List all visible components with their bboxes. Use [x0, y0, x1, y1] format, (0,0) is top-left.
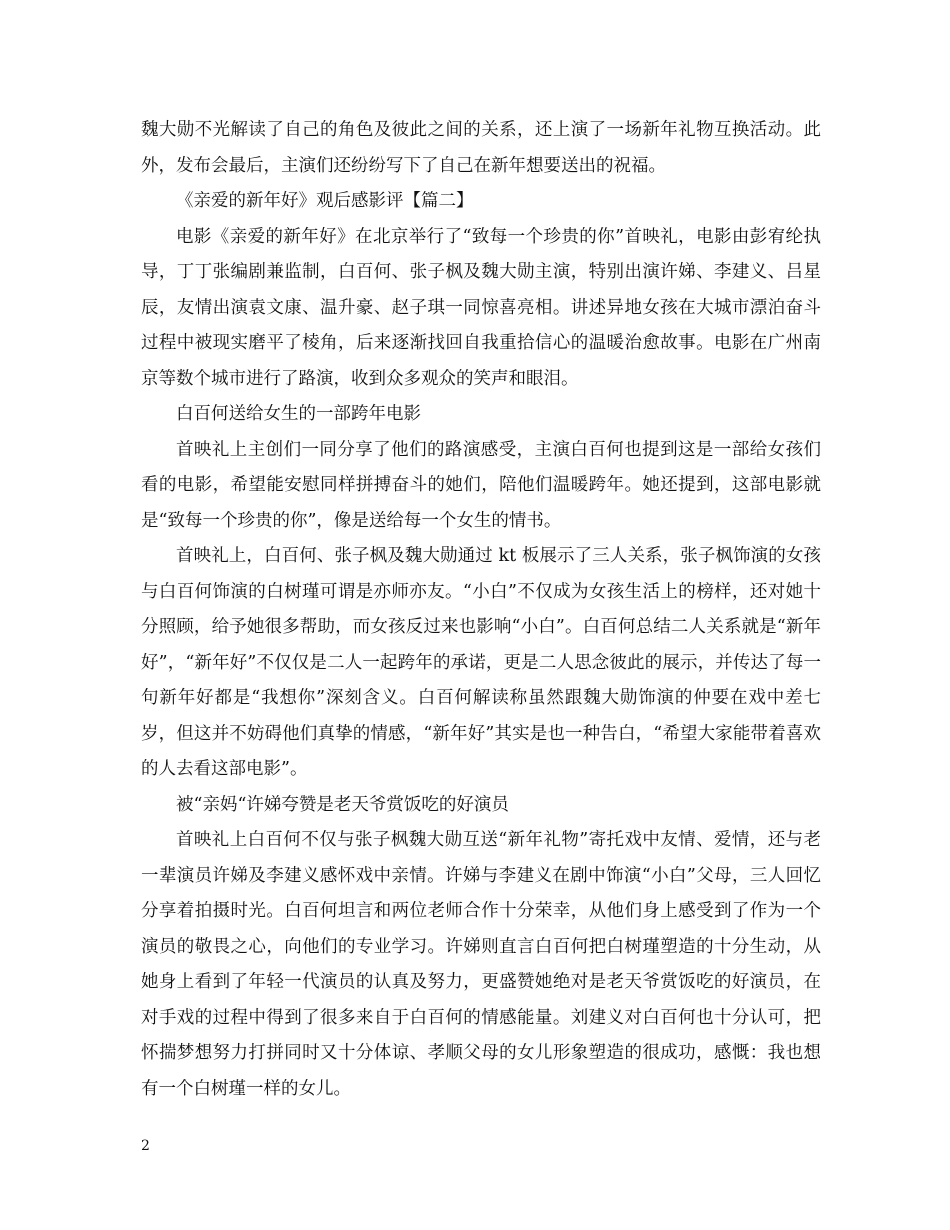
article-body — [141, 113, 821, 1107]
paragraph-premiere-intro: 电影《亲爱的新年好》在北京举行了“致每一个珍贵的你”首映礼，电影由彭宥纶执导，丁丁张编剧兼监制，白百何、张子枫及魏大勋主演，特别出演许娣、李建义、吕星辰，友情出演袁文康、温升豪、赵子琪一同惊喜亮相。讲述异地女孩在大城市漂泊奋斗过程中被现实磨平了棱角，后来逐渐找回自我重拾信心的温暖治愈故事。电影在广州南京等数个城市进行了路演，收到众多观众的笑声和眼泪。 — [141, 226, 821, 389]
page-number: 2 — [141, 1138, 150, 1154]
paragraph-family: 首映礼上白百何不仅与张子枫魏大勋互送“新年礼物”寄托戏中友情、爱情，还与老一辈演员许娣及李建义感怀戏中亲情。许娣与李建义在剧中饰演“小白”父母，三人回忆分享着拍摄时光。白百何坦言和两位老师合作十分荣幸，从他们身上感受到了作为一个演员的敬畏之心，向他们的专业学习。许娣则直言白百何把白树瑾塑造的十分生动，从她身上看到了年轻一代演员的认真及努力，更盛赞她绝对是老天爷赏饭吃的好演员，在对手戏的过程中得到了很多来自于白百何的情感能量。刘建义对白百何也十分认可，把怀揣梦想努力打拼同时又十分体谅、孝顺父母的女儿形象塑造的很成功，感慨：我也想有一个白树瑾一样的女儿。 — [141, 830, 821, 1099]
subheading-new-year-film: 白百何送给女生的一部跨年电影 — [176, 404, 421, 424]
paragraph-relationships: 首映礼上，白百何、张子枫及魏大勋通过 kt 板展示了三人关系，张子枫饰演的女孩与白百何饰演的白树瑾可谓是亦师亦友。“小白”不仅成为女孩生活上的榜样，还对她十分照顾，给予她很多帮助，而女孩反过来也影响“小白”。白百何总结二人关系就是“新年好”，“新年好”不仅仅是二人一起跨年的承诺，更是二人思念彼此的展示，并传达了每一句新年好都是“我想你”深刻含义。白百何解读称虽然跟魏大勋饰演的仲要在戏中差七岁，但这并不妨碍他们真挚的情感，“新年好”其实是也一种告白，“希望大家能带着喜欢的人去看这部电影”。 — [141, 546, 821, 779]
paragraph-continuation: 魏大勋不光解读了自己的角色及彼此之间的关系，还上演了一场新年礼物互换活动。此外，发布会最后，主演们还纷纷写下了自己在新年想要送出的祝福。 — [141, 120, 821, 176]
paragraph-roadshow: 首映礼上主创们一同分享了他们的路演感受，主演白百何也提到这是一部给女孩们看的电影，希望能安慰同样拼搏奋斗的她们，陪他们温暖跨年。她还提到，这部电影就是“致每一个珍贵的你”，像是送给每一个女生的情书。 — [141, 439, 821, 531]
section-heading-part-two: 《亲爱的新年好》观后感影评【篇二】 — [176, 191, 474, 211]
subheading-praise: 被“亲妈“许娣夸赞是老天爷赏饭吃的好演员 — [176, 794, 509, 815]
